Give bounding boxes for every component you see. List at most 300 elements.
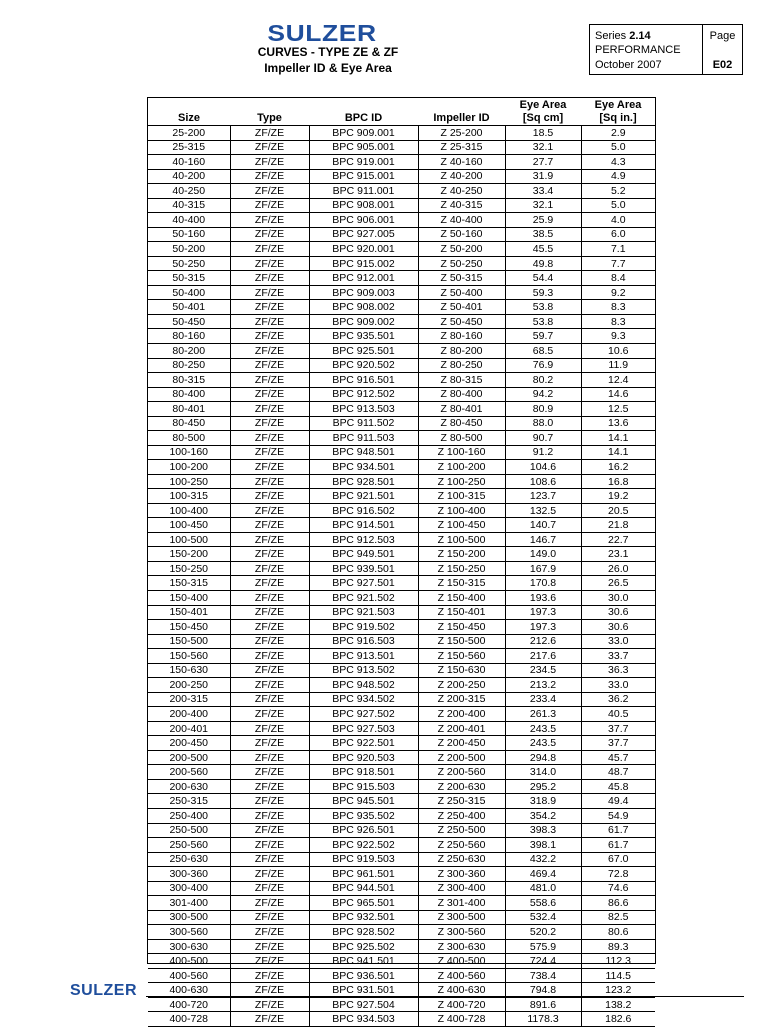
cell-eye-area-in: 14.1 [581, 431, 655, 446]
cell-type: ZF/ZE [230, 314, 309, 329]
table-row [148, 896, 655, 911]
cell-bpc-id: BPC 919.503 [309, 852, 418, 867]
cell-eye-area-in: 80.6 [581, 925, 655, 940]
cell-type: ZF/ZE [230, 823, 309, 838]
cell-type: ZF/ZE [230, 867, 309, 882]
table-row [148, 402, 655, 417]
cell-type: ZF/ZE [230, 285, 309, 300]
table-row [148, 649, 655, 664]
cell-impeller-id: Z 400-500 [418, 954, 505, 969]
cell-eye-area-cm: 398.3 [505, 823, 581, 838]
cell-impeller-id: Z 300-630 [418, 939, 505, 954]
cell-impeller-id: Z 150-450 [418, 620, 505, 635]
cell-size: 150-250 [148, 561, 230, 576]
sulzer-logo: SULZER [267, 20, 377, 46]
cell-bpc-id: BPC 928.501 [309, 474, 418, 489]
table-row [148, 474, 655, 489]
cell-bpc-id: BPC 913.501 [309, 649, 418, 664]
cell-eye-area-cm: 31.9 [505, 169, 581, 184]
cell-impeller-id: Z 400-720 [418, 997, 505, 1012]
cell-type: ZF/ZE [230, 445, 309, 460]
cell-eye-area-cm: 91.2 [505, 445, 581, 460]
cell-type: ZF/ZE [230, 169, 309, 184]
cell-eye-area-in: 49.4 [581, 794, 655, 809]
cell-size: 80-315 [148, 373, 230, 388]
table-row [148, 605, 655, 620]
cell-eye-area-cm: 32.1 [505, 198, 581, 213]
cell-bpc-id: BPC 931.501 [309, 983, 418, 998]
cell-size: 200-630 [148, 779, 230, 794]
cell-eye-area-cm: 724.4 [505, 954, 581, 969]
cell-impeller-id: Z 100-160 [418, 445, 505, 460]
cell-type: ZF/ZE [230, 198, 309, 213]
cell-eye-area-cm: 167.9 [505, 561, 581, 576]
cell-type: ZF/ZE [230, 474, 309, 489]
cell-type: ZF/ZE [230, 329, 309, 344]
cell-eye-area-in: 10.6 [581, 343, 655, 358]
cell-eye-area-cm: 90.7 [505, 431, 581, 446]
cell-impeller-id: Z 200-400 [418, 707, 505, 722]
cell-type: ZF/ZE [230, 518, 309, 533]
cell-eye-area-in: 22.7 [581, 532, 655, 547]
cell-impeller-id: Z 100-500 [418, 532, 505, 547]
cell-eye-area-cm: 32.1 [505, 140, 581, 155]
header-bpc-id: BPC ID [344, 112, 383, 124]
cell-size: 250-400 [148, 808, 230, 823]
cell-type: ZF/ZE [230, 983, 309, 998]
table-row [148, 532, 655, 547]
cell-bpc-id: BPC 911.502 [309, 416, 418, 431]
cell-size: 100-450 [148, 518, 230, 533]
table-row [148, 518, 655, 533]
cell-bpc-id: BPC 961.501 [309, 867, 418, 882]
table-row [148, 242, 655, 257]
cell-eye-area-cm: 233.4 [505, 692, 581, 707]
cell-type: ZF/ZE [230, 576, 309, 591]
series-label: Series [595, 30, 627, 42]
cell-impeller-id: Z 40-315 [418, 198, 505, 213]
cell-size: 80-450 [148, 416, 230, 431]
cell-bpc-id: BPC 935.501 [309, 329, 418, 344]
cell-type: ZF/ZE [230, 750, 309, 765]
cell-eye-area-cm: 108.6 [505, 474, 581, 489]
cell-eye-area-in: 7.7 [581, 256, 655, 271]
cell-eye-area-cm: 53.8 [505, 300, 581, 315]
cell-eye-area-in: 12.5 [581, 402, 655, 417]
table-row [148, 692, 655, 707]
cell-size: 200-315 [148, 692, 230, 707]
cell-size: 250-630 [148, 852, 230, 867]
cell-impeller-id: Z 80-200 [418, 343, 505, 358]
table-row [148, 314, 655, 329]
cell-eye-area-cm: 212.6 [505, 634, 581, 649]
cell-bpc-id: BPC 911.001 [309, 184, 418, 199]
cell-eye-area-cm: 146.7 [505, 532, 581, 547]
cell-impeller-id: Z 250-560 [418, 838, 505, 853]
cell-impeller-id: Z 50-200 [418, 242, 505, 257]
cell-impeller-id: Z 300-400 [418, 881, 505, 896]
cell-eye-area-in: 26.0 [581, 561, 655, 576]
cell-size: 300-400 [148, 881, 230, 896]
cell-impeller-id: Z 250-315 [418, 794, 505, 809]
cell-eye-area-cm: 469.4 [505, 867, 581, 882]
cell-size: 150-400 [148, 591, 230, 606]
header-size: Size [177, 112, 200, 124]
cell-impeller-id: Z 80-500 [418, 431, 505, 446]
header-type: Type [257, 112, 282, 124]
cell-bpc-id: BPC 920.503 [309, 750, 418, 765]
cell-bpc-id: BPC 909.002 [309, 314, 418, 329]
cell-eye-area-in: 48.7 [581, 765, 655, 780]
cell-size: 400-560 [148, 968, 230, 983]
cell-bpc-id: BPC 921.502 [309, 591, 418, 606]
table-row [148, 285, 655, 300]
cell-type: ZF/ZE [230, 968, 309, 983]
table-row [148, 431, 655, 446]
cell-bpc-id: BPC 906.001 [309, 213, 418, 228]
cell-type: ZF/ZE [230, 213, 309, 228]
cell-type: ZF/ZE [230, 852, 309, 867]
cell-impeller-id: Z 80-160 [418, 329, 505, 344]
table-row [148, 227, 655, 242]
cell-eye-area-cm: 314.0 [505, 765, 581, 780]
cell-bpc-id: BPC 949.501 [309, 547, 418, 562]
cell-eye-area-in: 14.1 [581, 445, 655, 460]
cell-bpc-id: BPC 934.502 [309, 692, 418, 707]
cell-size: 400-500 [148, 954, 230, 969]
cell-size: 50-315 [148, 271, 230, 286]
cell-bpc-id: BPC 965.501 [309, 896, 418, 911]
cell-eye-area-cm: 243.5 [505, 736, 581, 751]
cell-bpc-id: BPC 927.005 [309, 227, 418, 242]
cell-size: 200-400 [148, 707, 230, 722]
cell-bpc-id: BPC 916.501 [309, 373, 418, 388]
table-body [148, 126, 655, 1027]
cell-impeller-id: Z 150-315 [418, 576, 505, 591]
document-info-box [589, 24, 743, 75]
cell-bpc-id: BPC 928.502 [309, 925, 418, 940]
cell-eye-area-cm: 481.0 [505, 881, 581, 896]
cell-type: ZF/ZE [230, 431, 309, 446]
cell-eye-area-cm: 891.6 [505, 997, 581, 1012]
cell-type: ZF/ZE [230, 561, 309, 576]
cell-type: ZF/ZE [230, 300, 309, 315]
cell-type: ZF/ZE [230, 939, 309, 954]
cell-eye-area-in: 12.4 [581, 373, 655, 388]
cell-size: 150-200 [148, 547, 230, 562]
cell-eye-area-cm: 54.4 [505, 271, 581, 286]
cell-eye-area-cm: 354.2 [505, 808, 581, 823]
cell-bpc-id: BPC 908.002 [309, 300, 418, 315]
cell-size: 400-720 [148, 997, 230, 1012]
cell-size: 150-500 [148, 634, 230, 649]
cell-bpc-id: BPC 944.501 [309, 881, 418, 896]
cell-impeller-id: Z 40-160 [418, 155, 505, 170]
cell-eye-area-in: 9.2 [581, 285, 655, 300]
cell-size: 40-400 [148, 213, 230, 228]
cell-type: ZF/ZE [230, 954, 309, 969]
cell-eye-area-in: 82.5 [581, 910, 655, 925]
cell-eye-area-in: 8.3 [581, 314, 655, 329]
cell-eye-area-in: 54.9 [581, 808, 655, 823]
table-row [148, 169, 655, 184]
cell-eye-area-cm: 398.1 [505, 838, 581, 853]
cell-impeller-id: Z 80-400 [418, 387, 505, 402]
cell-bpc-id: BPC 925.501 [309, 343, 418, 358]
cell-bpc-id: BPC 920.001 [309, 242, 418, 257]
table-row [148, 126, 655, 141]
table-row [148, 445, 655, 460]
cell-eye-area-cm: 794.8 [505, 983, 581, 998]
cell-impeller-id: Z 200-500 [418, 750, 505, 765]
cell-bpc-id: BPC 926.501 [309, 823, 418, 838]
cell-size: 200-401 [148, 721, 230, 736]
cell-eye-area-in: 4.3 [581, 155, 655, 170]
cell-size: 100-315 [148, 489, 230, 504]
cell-eye-area-in: 30.6 [581, 605, 655, 620]
cell-type: ZF/ZE [230, 605, 309, 620]
cell-type: ZF/ZE [230, 838, 309, 853]
table-row [148, 838, 655, 853]
cell-type: ZF/ZE [230, 503, 309, 518]
cell-type: ZF/ZE [230, 721, 309, 736]
cell-impeller-id: Z 200-630 [418, 779, 505, 794]
table-row [148, 750, 655, 765]
cell-eye-area-cm: 213.2 [505, 678, 581, 693]
cell-size: 250-500 [148, 823, 230, 838]
table-row [148, 300, 655, 315]
cell-eye-area-cm: 38.5 [505, 227, 581, 242]
cell-eye-area-in: 23.1 [581, 547, 655, 562]
cell-size: 200-450 [148, 736, 230, 751]
cell-impeller-id: Z 100-200 [418, 460, 505, 475]
table-row [148, 997, 655, 1012]
cell-size: 150-630 [148, 663, 230, 678]
cell-eye-area-cm: 318.9 [505, 794, 581, 809]
cell-size: 300-360 [148, 867, 230, 882]
cell-size: 300-630 [148, 939, 230, 954]
cell-eye-area-in: 5.0 [581, 198, 655, 213]
cell-type: ZF/ZE [230, 620, 309, 635]
cell-impeller-id: Z 80-250 [418, 358, 505, 373]
cell-type: ZF/ZE [230, 489, 309, 504]
cell-bpc-id: BPC 936.501 [309, 968, 418, 983]
cell-impeller-id: Z 50-315 [418, 271, 505, 286]
cell-eye-area-cm: 68.5 [505, 343, 581, 358]
cell-eye-area-in: 45.7 [581, 750, 655, 765]
cell-eye-area-cm: 104.6 [505, 460, 581, 475]
cell-eye-area-cm: 217.6 [505, 649, 581, 664]
header-eye-area-in: Eye Area [Sq in.] [594, 99, 642, 124]
cell-eye-area-cm: 575.9 [505, 939, 581, 954]
cell-bpc-id: BPC 927.503 [309, 721, 418, 736]
cell-eye-area-cm: 243.5 [505, 721, 581, 736]
cell-bpc-id: BPC 925.502 [309, 939, 418, 954]
cell-bpc-id: BPC 945.501 [309, 794, 418, 809]
table-row [148, 721, 655, 736]
cell-bpc-id: BPC 927.502 [309, 707, 418, 722]
cell-impeller-id: Z 25-200 [418, 126, 505, 141]
cell-bpc-id: BPC 911.503 [309, 431, 418, 446]
cell-bpc-id: BPC 908.001 [309, 198, 418, 213]
cell-impeller-id: Z 50-400 [418, 285, 505, 300]
cell-size: 300-500 [148, 910, 230, 925]
cell-eye-area-in: 37.7 [581, 736, 655, 751]
cell-eye-area-cm: 295.2 [505, 779, 581, 794]
table-row [148, 155, 655, 170]
section-label: PERFORMANCE [595, 44, 681, 56]
cell-eye-area-in: 33.0 [581, 634, 655, 649]
table-row [148, 387, 655, 402]
table-row [148, 329, 655, 344]
cell-size: 40-200 [148, 169, 230, 184]
cell-impeller-id: Z 50-160 [418, 227, 505, 242]
cell-impeller-id: Z 150-401 [418, 605, 505, 620]
cell-eye-area-in: 14.6 [581, 387, 655, 402]
cell-size: 150-450 [148, 620, 230, 635]
table-row [148, 968, 655, 983]
cell-eye-area-in: 67.0 [581, 852, 655, 867]
cell-eye-area-in: 182.6 [581, 1012, 655, 1027]
cell-type: ZF/ZE [230, 634, 309, 649]
table-row [148, 561, 655, 576]
cell-type: ZF/ZE [230, 547, 309, 562]
cell-type: ZF/ZE [230, 343, 309, 358]
cell-size: 150-315 [148, 576, 230, 591]
cell-eye-area-cm: 1178.3 [505, 1012, 581, 1027]
cell-impeller-id: Z 250-500 [418, 823, 505, 838]
cell-bpc-id: BPC 927.504 [309, 997, 418, 1012]
cell-eye-area-in: 33.7 [581, 649, 655, 664]
cell-size: 50-400 [148, 285, 230, 300]
cell-eye-area-cm: 532.4 [505, 910, 581, 925]
cell-eye-area-cm: 132.5 [505, 503, 581, 518]
cell-eye-area-in: 74.6 [581, 881, 655, 896]
cell-eye-area-in: 20.5 [581, 503, 655, 518]
cell-type: ZF/ZE [230, 765, 309, 780]
cell-eye-area-cm: 45.5 [505, 242, 581, 257]
cell-bpc-id: BPC 914.501 [309, 518, 418, 533]
cell-size: 150-401 [148, 605, 230, 620]
cell-eye-area-cm: 53.8 [505, 314, 581, 329]
cell-eye-area-cm: 558.6 [505, 896, 581, 911]
cell-impeller-id: Z 100-250 [418, 474, 505, 489]
cell-impeller-id: Z 100-450 [418, 518, 505, 533]
cell-eye-area-cm: 170.8 [505, 576, 581, 591]
cell-eye-area-cm: 123.7 [505, 489, 581, 504]
table-row [148, 736, 655, 751]
cell-size: 50-160 [148, 227, 230, 242]
cell-eye-area-in: 19.2 [581, 489, 655, 504]
cell-size: 100-250 [148, 474, 230, 489]
cell-bpc-id: BPC 935.502 [309, 808, 418, 823]
cell-eye-area-in: 36.3 [581, 663, 655, 678]
cell-type: ZF/ZE [230, 649, 309, 664]
cell-impeller-id: Z 200-250 [418, 678, 505, 693]
impeller-table-frame [147, 97, 656, 1026]
cell-bpc-id: BPC 912.503 [309, 532, 418, 547]
cell-impeller-id: Z 150-400 [418, 591, 505, 606]
cell-impeller-id: Z 40-200 [418, 169, 505, 184]
cell-bpc-id: BPC 919.001 [309, 155, 418, 170]
table-row [148, 808, 655, 823]
cell-eye-area-in: 89.3 [581, 939, 655, 954]
cell-type: ZF/ZE [230, 779, 309, 794]
cell-eye-area-in: 112.3 [581, 954, 655, 969]
table-row [148, 707, 655, 722]
cell-size: 200-500 [148, 750, 230, 765]
table-row [148, 416, 655, 431]
table-header-row [148, 98, 655, 126]
cell-impeller-id: Z 150-560 [418, 649, 505, 664]
table-row [148, 184, 655, 199]
cell-type: ZF/ZE [230, 358, 309, 373]
cell-eye-area-cm: 59.7 [505, 329, 581, 344]
cell-bpc-id: BPC 921.501 [309, 489, 418, 504]
cell-size: 150-560 [148, 649, 230, 664]
cell-bpc-id: BPC 916.502 [309, 503, 418, 518]
cell-eye-area-in: 2.9 [581, 126, 655, 141]
cell-eye-area-cm: 80.2 [505, 373, 581, 388]
table-row [148, 460, 655, 475]
table-row [148, 489, 655, 504]
cell-eye-area-in: 5.2 [581, 184, 655, 199]
cell-type: ZF/ZE [230, 242, 309, 257]
cell-size: 200-560 [148, 765, 230, 780]
cell-impeller-id: Z 150-630 [418, 663, 505, 678]
document-subtitle: Impeller ID & Eye Area [264, 61, 392, 75]
cell-impeller-id: Z 100-315 [418, 489, 505, 504]
cell-impeller-id: Z 80-450 [418, 416, 505, 431]
cell-eye-area-in: 13.6 [581, 416, 655, 431]
cell-type: ZF/ZE [230, 997, 309, 1012]
cell-eye-area-cm: 80.9 [505, 402, 581, 417]
cell-eye-area-cm: 149.0 [505, 547, 581, 562]
cell-impeller-id: Z 80-401 [418, 402, 505, 417]
table-row [148, 1012, 655, 1027]
cell-size: 100-400 [148, 503, 230, 518]
cell-type: ZF/ZE [230, 155, 309, 170]
cell-bpc-id: BPC 939.501 [309, 561, 418, 576]
table-row [148, 576, 655, 591]
cell-impeller-id: Z 200-401 [418, 721, 505, 736]
cell-type: ZF/ZE [230, 1012, 309, 1027]
cell-bpc-id: BPC 948.501 [309, 445, 418, 460]
cell-type: ZF/ZE [230, 126, 309, 141]
cell-eye-area-in: 9.3 [581, 329, 655, 344]
table-row [148, 547, 655, 562]
cell-size: 25-200 [148, 126, 230, 141]
cell-type: ZF/ZE [230, 416, 309, 431]
cell-impeller-id: Z 150-250 [418, 561, 505, 576]
cell-bpc-id: BPC 916.503 [309, 634, 418, 649]
cell-eye-area-cm: 25.9 [505, 213, 581, 228]
cell-type: ZF/ZE [230, 896, 309, 911]
cell-eye-area-cm: 197.3 [505, 605, 581, 620]
cell-eye-area-in: 8.3 [581, 300, 655, 315]
cell-eye-area-in: 16.2 [581, 460, 655, 475]
table-row [148, 779, 655, 794]
cell-type: ZF/ZE [230, 925, 309, 940]
cell-bpc-id: BPC 909.003 [309, 285, 418, 300]
cell-type: ZF/ZE [230, 140, 309, 155]
table-row [148, 765, 655, 780]
cell-eye-area-in: 61.7 [581, 838, 655, 853]
cell-size: 80-160 [148, 329, 230, 344]
cell-size: 50-450 [148, 314, 230, 329]
cell-impeller-id: Z 300-560 [418, 925, 505, 940]
table-row [148, 620, 655, 635]
